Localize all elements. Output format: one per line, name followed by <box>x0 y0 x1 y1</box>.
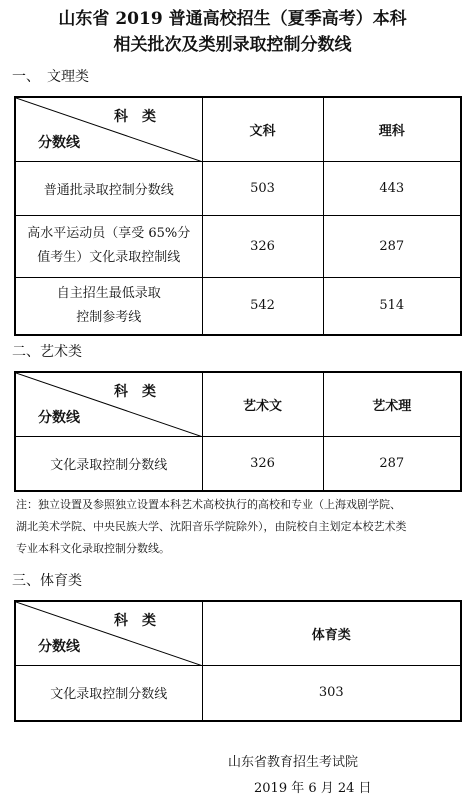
row-label <box>15 277 202 335</box>
score-cell: 287 <box>323 215 461 277</box>
doc-title-line2: 相关批次及类别录取控制分数线 <box>113 35 352 55</box>
diagonal-header-cell <box>15 372 202 436</box>
table-row <box>15 215 461 277</box>
section1-heading: 一、 文理类 <box>12 69 89 85</box>
table-row <box>15 665 461 721</box>
header-score-line-label: 分数线 <box>38 639 80 655</box>
header-category-label: 科 类 <box>114 613 156 629</box>
footer-org: 山东省教育招生考试院 <box>228 755 359 770</box>
row-label: 文化录取控制分数线 <box>15 436 202 491</box>
table-row <box>15 161 461 215</box>
column-header-art-li: 艺术理 <box>323 372 461 436</box>
table-row <box>15 436 461 491</box>
score-cell: 287 <box>323 436 461 491</box>
score-cell: 503 <box>202 161 323 215</box>
score-cell: 542 <box>202 277 323 335</box>
header-score-line-label: 分数线 <box>38 135 80 151</box>
section1-table <box>14 96 462 336</box>
section2-heading: 二、艺术类 <box>12 344 82 360</box>
diagonal-header-cell <box>15 97 202 161</box>
footer-date: 2019 年 6 月 24 日 <box>254 781 372 796</box>
section3-heading: 三、体育类 <box>12 573 82 589</box>
doc-title-line1: 山东省 2019 普通高校招生（夏季高考）本科 <box>58 9 407 29</box>
row-label <box>15 215 202 277</box>
row-label-line: 高水平运动员（享受 65%分 <box>27 226 191 241</box>
note-text <box>16 494 456 560</box>
diagonal-line <box>16 373 203 437</box>
header-score-line-label: 分数线 <box>38 410 80 426</box>
column-header-sports: 体育类 <box>202 601 461 665</box>
diagonal-header-cell <box>15 601 202 665</box>
column-header-wenke: 文科 <box>202 97 323 161</box>
row-label: 文化录取控制分数线 <box>15 665 202 721</box>
row-label-line: 自主招生最低录取 <box>56 285 161 301</box>
diagonal-line <box>16 98 203 162</box>
table-row <box>15 277 461 335</box>
score-cell: 303 <box>202 665 461 721</box>
row-label-line: 控制参考线 <box>76 309 142 325</box>
score-cell: 326 <box>202 436 323 491</box>
column-header-like: 理科 <box>323 97 461 161</box>
score-cell: 326 <box>202 215 323 277</box>
note-line: 湖北美术学院、中央民族大学、沈阳音乐学院除外），由院校自主划定本校艺术类 <box>16 520 407 533</box>
row-label: 普通批录取控制分数线 <box>15 161 202 215</box>
header-category-label: 科 类 <box>114 384 156 400</box>
column-header-art-wen: 艺术文 <box>202 372 323 436</box>
row-label-line: 值考生）文化录取控制线 <box>37 250 181 265</box>
note-line: 注：独立设置及参照独立设置本科艺术高校执行的高校和专业（上海戏剧学院、 <box>16 498 401 511</box>
section3-table <box>14 600 462 722</box>
score-cell: 514 <box>323 277 461 335</box>
diagonal-line <box>16 602 203 666</box>
note-line: 专业本科文化录取控制分数线。 <box>16 542 170 555</box>
section2-table <box>14 371 462 492</box>
score-cell: 443 <box>323 161 461 215</box>
header-category-label: 科 类 <box>114 109 156 125</box>
